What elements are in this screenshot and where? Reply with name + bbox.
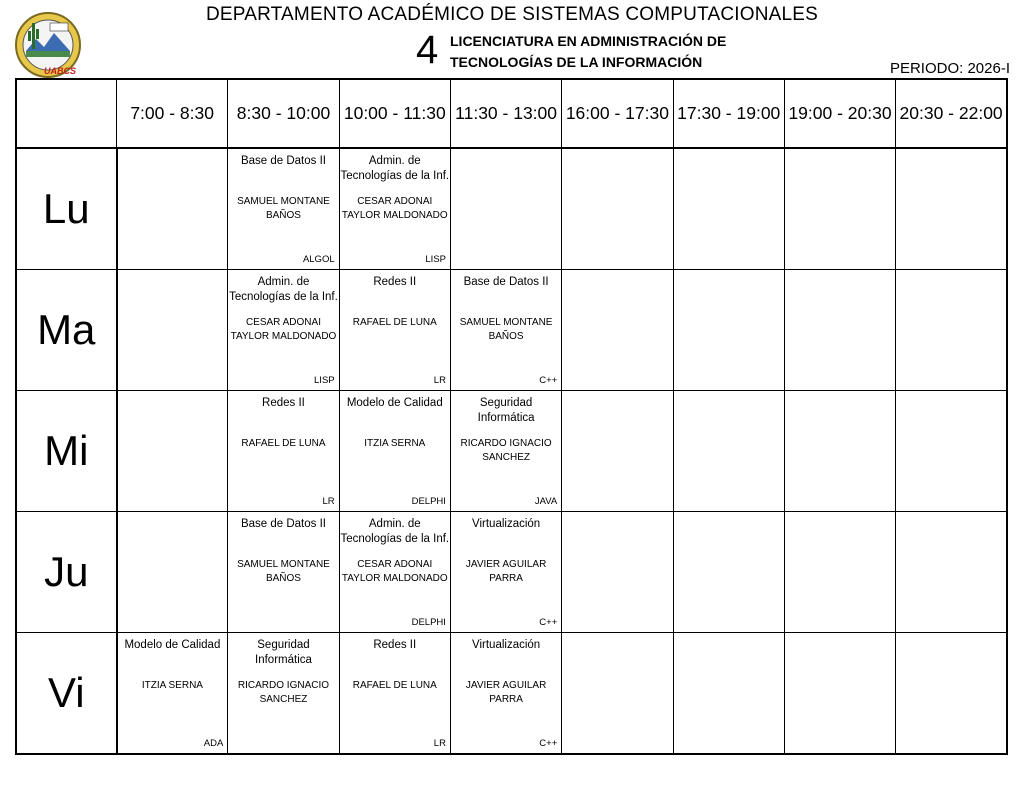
teacher-name: JAVIER AGUILAR PARRA (465, 559, 547, 584)
logo-text: UABCS (44, 66, 77, 76)
schedule-cell (784, 148, 895, 270)
schedule-cell (673, 633, 784, 755)
program-title-line1: LICENCIATURA EN ADMINISTRACIÓN DE (450, 33, 727, 49)
room-name: JAVA (534, 496, 558, 507)
schedule-cell (450, 512, 561, 633)
schedule-cell (896, 512, 1007, 633)
schedule-cell (784, 270, 895, 391)
subject-name: Modelo de Calidad (124, 639, 221, 651)
room-name: C++ (539, 738, 558, 749)
schedule-cell (784, 633, 895, 755)
teacher-name: RICARDO IGNACIO SANCHEZ (237, 680, 330, 705)
room-name: LISP (314, 375, 335, 386)
teacher-name: RAFAEL DE LUNA (241, 438, 326, 449)
schedule-cell (117, 148, 228, 270)
semester-number: 4 (416, 28, 439, 72)
time-slot-header: 11:30 - 13:00 (450, 79, 561, 148)
subject-name: Base de Datos II (240, 518, 326, 530)
schedule-cell (673, 512, 784, 633)
schedule-cell (117, 391, 228, 512)
schedule-cell (784, 391, 895, 512)
room-name: ADA (203, 738, 224, 749)
teacher-name: ITZIA SERNA (364, 438, 426, 449)
subject-name: Modelo de Calidad (346, 397, 443, 409)
schedule-cell (562, 391, 673, 512)
schedule-cell (339, 148, 450, 270)
program-title (450, 31, 726, 73)
subject-name: Base de Datos II (463, 276, 549, 288)
day-label: Mi (16, 391, 117, 512)
subject-name: Virtualización (472, 518, 541, 530)
subject-name: Admin. de Tecnologías de la Inf. (340, 155, 450, 182)
teacher-name: ITZIA SERNA (141, 680, 203, 691)
teacher-name: SAMUEL MONTANE BAÑOS (237, 559, 330, 584)
teacher-name: CESAR ADONAI TAYLOR MALDONADO (230, 317, 337, 342)
schedule-cell (339, 391, 450, 512)
subject-name: Admin. de Tecnologías de la Inf. (340, 518, 450, 545)
schedule-cell (339, 633, 450, 755)
schedule-cell (228, 270, 339, 391)
subject-name: Admin. de Tecnologías de la Inf. (229, 276, 338, 303)
teacher-name: RAFAEL DE LUNA (352, 680, 437, 691)
schedule-cell (117, 270, 228, 391)
room-name: DELPHI (411, 496, 446, 507)
period-label: PERIODO: 2026-I (889, 60, 1010, 77)
program-title-line2: TECNOLOGÍAS DE LA INFORMACIÓN (450, 54, 703, 70)
time-slot-header: 19:00 - 20:30 (784, 79, 895, 148)
schedule-cell (562, 512, 673, 633)
teacher-name: JAVIER AGUILAR PARRA (465, 680, 547, 705)
day-label: Ju (16, 512, 117, 633)
schedule-cell (228, 148, 339, 270)
teacher-name: CESAR ADONAI TAYLOR MALDONADO (341, 196, 448, 221)
schedule-cell (450, 391, 561, 512)
room-name: C++ (539, 375, 558, 386)
subject-name: Virtualización (472, 639, 541, 651)
room-name: C++ (539, 617, 558, 628)
schedule-body (16, 148, 1007, 754)
day-row (16, 633, 1007, 755)
time-slot-header: 17:30 - 19:00 (673, 79, 784, 148)
department-title: DEPARTAMENTO ACADÉMICO DE SISTEMAS COMPUTACIONALES (205, 4, 819, 25)
schedule-grid (15, 78, 1008, 752)
schedule-cell (450, 148, 561, 270)
schedule-cell (673, 270, 784, 391)
subject-name: Base de Datos II (240, 155, 326, 167)
teacher-name: SAMUEL MONTANE BAÑOS (459, 317, 553, 342)
schedule-cell (117, 633, 228, 755)
subject-name: Redes II (373, 639, 417, 651)
teacher-name: RICARDO IGNACIO SANCHEZ (460, 438, 552, 463)
schedule-cell (450, 270, 561, 391)
schedule-cell (117, 512, 228, 633)
schedule-table (15, 78, 1008, 755)
schedule-cell (450, 633, 561, 755)
day-row (16, 512, 1007, 633)
schedule-cell (228, 512, 339, 633)
schedule-cell (562, 270, 673, 391)
schedule-cell (228, 633, 339, 755)
subject-name: Seguridad Informática (477, 397, 535, 424)
time-slot-header: 10:00 - 11:30 (339, 79, 450, 148)
room-name: ALGOL (302, 254, 335, 265)
room-name: LR (433, 375, 446, 386)
schedule-cell (562, 148, 673, 270)
schedule-cell (896, 148, 1007, 270)
day-label: Vi (16, 633, 117, 755)
schedule-cell (784, 512, 895, 633)
time-slot-header: 7:00 - 8:30 (117, 79, 228, 148)
room-name: LR (433, 738, 446, 749)
day-label: Ma (16, 270, 117, 391)
time-header-row (16, 79, 1007, 148)
corner-cell (16, 79, 117, 148)
schedule-cell (896, 633, 1007, 755)
schedule-cell (339, 512, 450, 633)
teacher-name: RAFAEL DE LUNA (352, 317, 437, 328)
time-slot-header: 16:00 - 17:30 (562, 79, 673, 148)
day-label: Lu (16, 148, 117, 270)
day-row (16, 391, 1007, 512)
time-slot-header: 8:30 - 10:00 (228, 79, 339, 148)
schedule-cell (896, 270, 1007, 391)
schedule-cell (896, 391, 1007, 512)
subject-name: Redes II (262, 397, 305, 409)
schedule-cell (673, 391, 784, 512)
room-name: LISP (425, 254, 446, 265)
day-row (16, 270, 1007, 391)
schedule-cell (562, 633, 673, 755)
teacher-name: SAMUEL MONTANE BAÑOS (237, 196, 330, 221)
schedule-cell (673, 148, 784, 270)
schedule-cell (228, 391, 339, 512)
room-name: LR (322, 496, 335, 507)
schedule-cell (339, 270, 450, 391)
time-slot-header: 20:30 - 22:00 (896, 79, 1007, 148)
teacher-name: CESAR ADONAI TAYLOR MALDONADO (341, 559, 448, 584)
subject-name: Seguridad Informática (255, 639, 312, 666)
subject-name: Redes II (373, 276, 417, 288)
day-row (16, 148, 1007, 270)
room-name: DELPHI (411, 617, 446, 628)
